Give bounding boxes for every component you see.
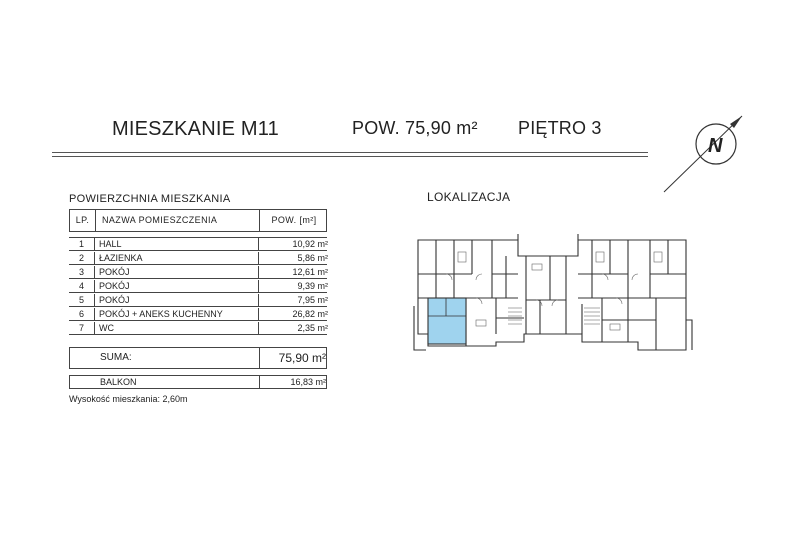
apartment-area: POW. 75,90 m² [352,118,478,138]
row-number: 2 [69,252,95,264]
row-room-area: 12,61 m² [258,266,328,278]
row-room-area: 5,86 m² [258,252,328,264]
balcony-row [69,375,327,389]
apartment-floor: PIĘTRO 3 [518,118,602,138]
row-room-area: 26,82 m² [258,308,328,320]
row-number: 4 [69,280,95,292]
row-room-area: 7,95 m² [258,294,328,306]
location-title: LOKALIZACJA [427,190,511,204]
row-number: 7 [69,322,95,334]
sum-value: 75,90 m² [259,348,326,368]
col-lp-header: LP. [70,210,96,231]
table-row [69,280,327,293]
row-room-area: 9,39 m² [258,280,328,292]
table-row [69,252,327,265]
row-number: 1 [69,238,95,250]
table-row [69,266,327,279]
north-arrow-icon [660,108,750,198]
area-section-title: POWIERZCHNIA MIESZKANIA [69,193,231,205]
sum-row [69,347,327,369]
row-room-name: ŁAZIENKA [99,253,143,263]
highlighted-apartment [428,298,466,344]
row-room-name: POKÓJ [99,295,130,305]
row-room-name: HALL [99,239,122,249]
balcony-label: BALKON [100,377,137,387]
row-room-name: POKÓJ [99,281,130,291]
area-table-header [69,209,327,232]
table-row [69,294,327,307]
row-number: 3 [69,266,95,278]
col-name-header: NAZWA POMIESZCZENIA [102,215,218,225]
row-room-area: 10,92 m² [258,238,328,250]
height-note: Wysokość mieszkania: 2,60m [69,394,188,404]
balcony-value: 16,83 m² [259,376,326,388]
row-number: 6 [69,308,95,320]
sum-label: SUMA: [100,352,132,363]
row-room-area: 2,35 m² [258,322,328,334]
row-room-name: POKÓJ + ANEKS KUCHENNY [99,309,223,319]
row-room-name: POKÓJ [99,267,130,277]
table-row [69,238,327,251]
north-letter: N [708,135,723,157]
col-area-header: POW. [m²] [259,210,328,231]
apartment-title: MIESZKANIE M11 [112,118,279,140]
row-number: 5 [69,294,95,306]
building-floor-plan [406,234,706,356]
row-room-name: WC [99,323,114,333]
table-row [69,308,327,321]
table-row [69,322,327,335]
header-divider [52,152,648,157]
